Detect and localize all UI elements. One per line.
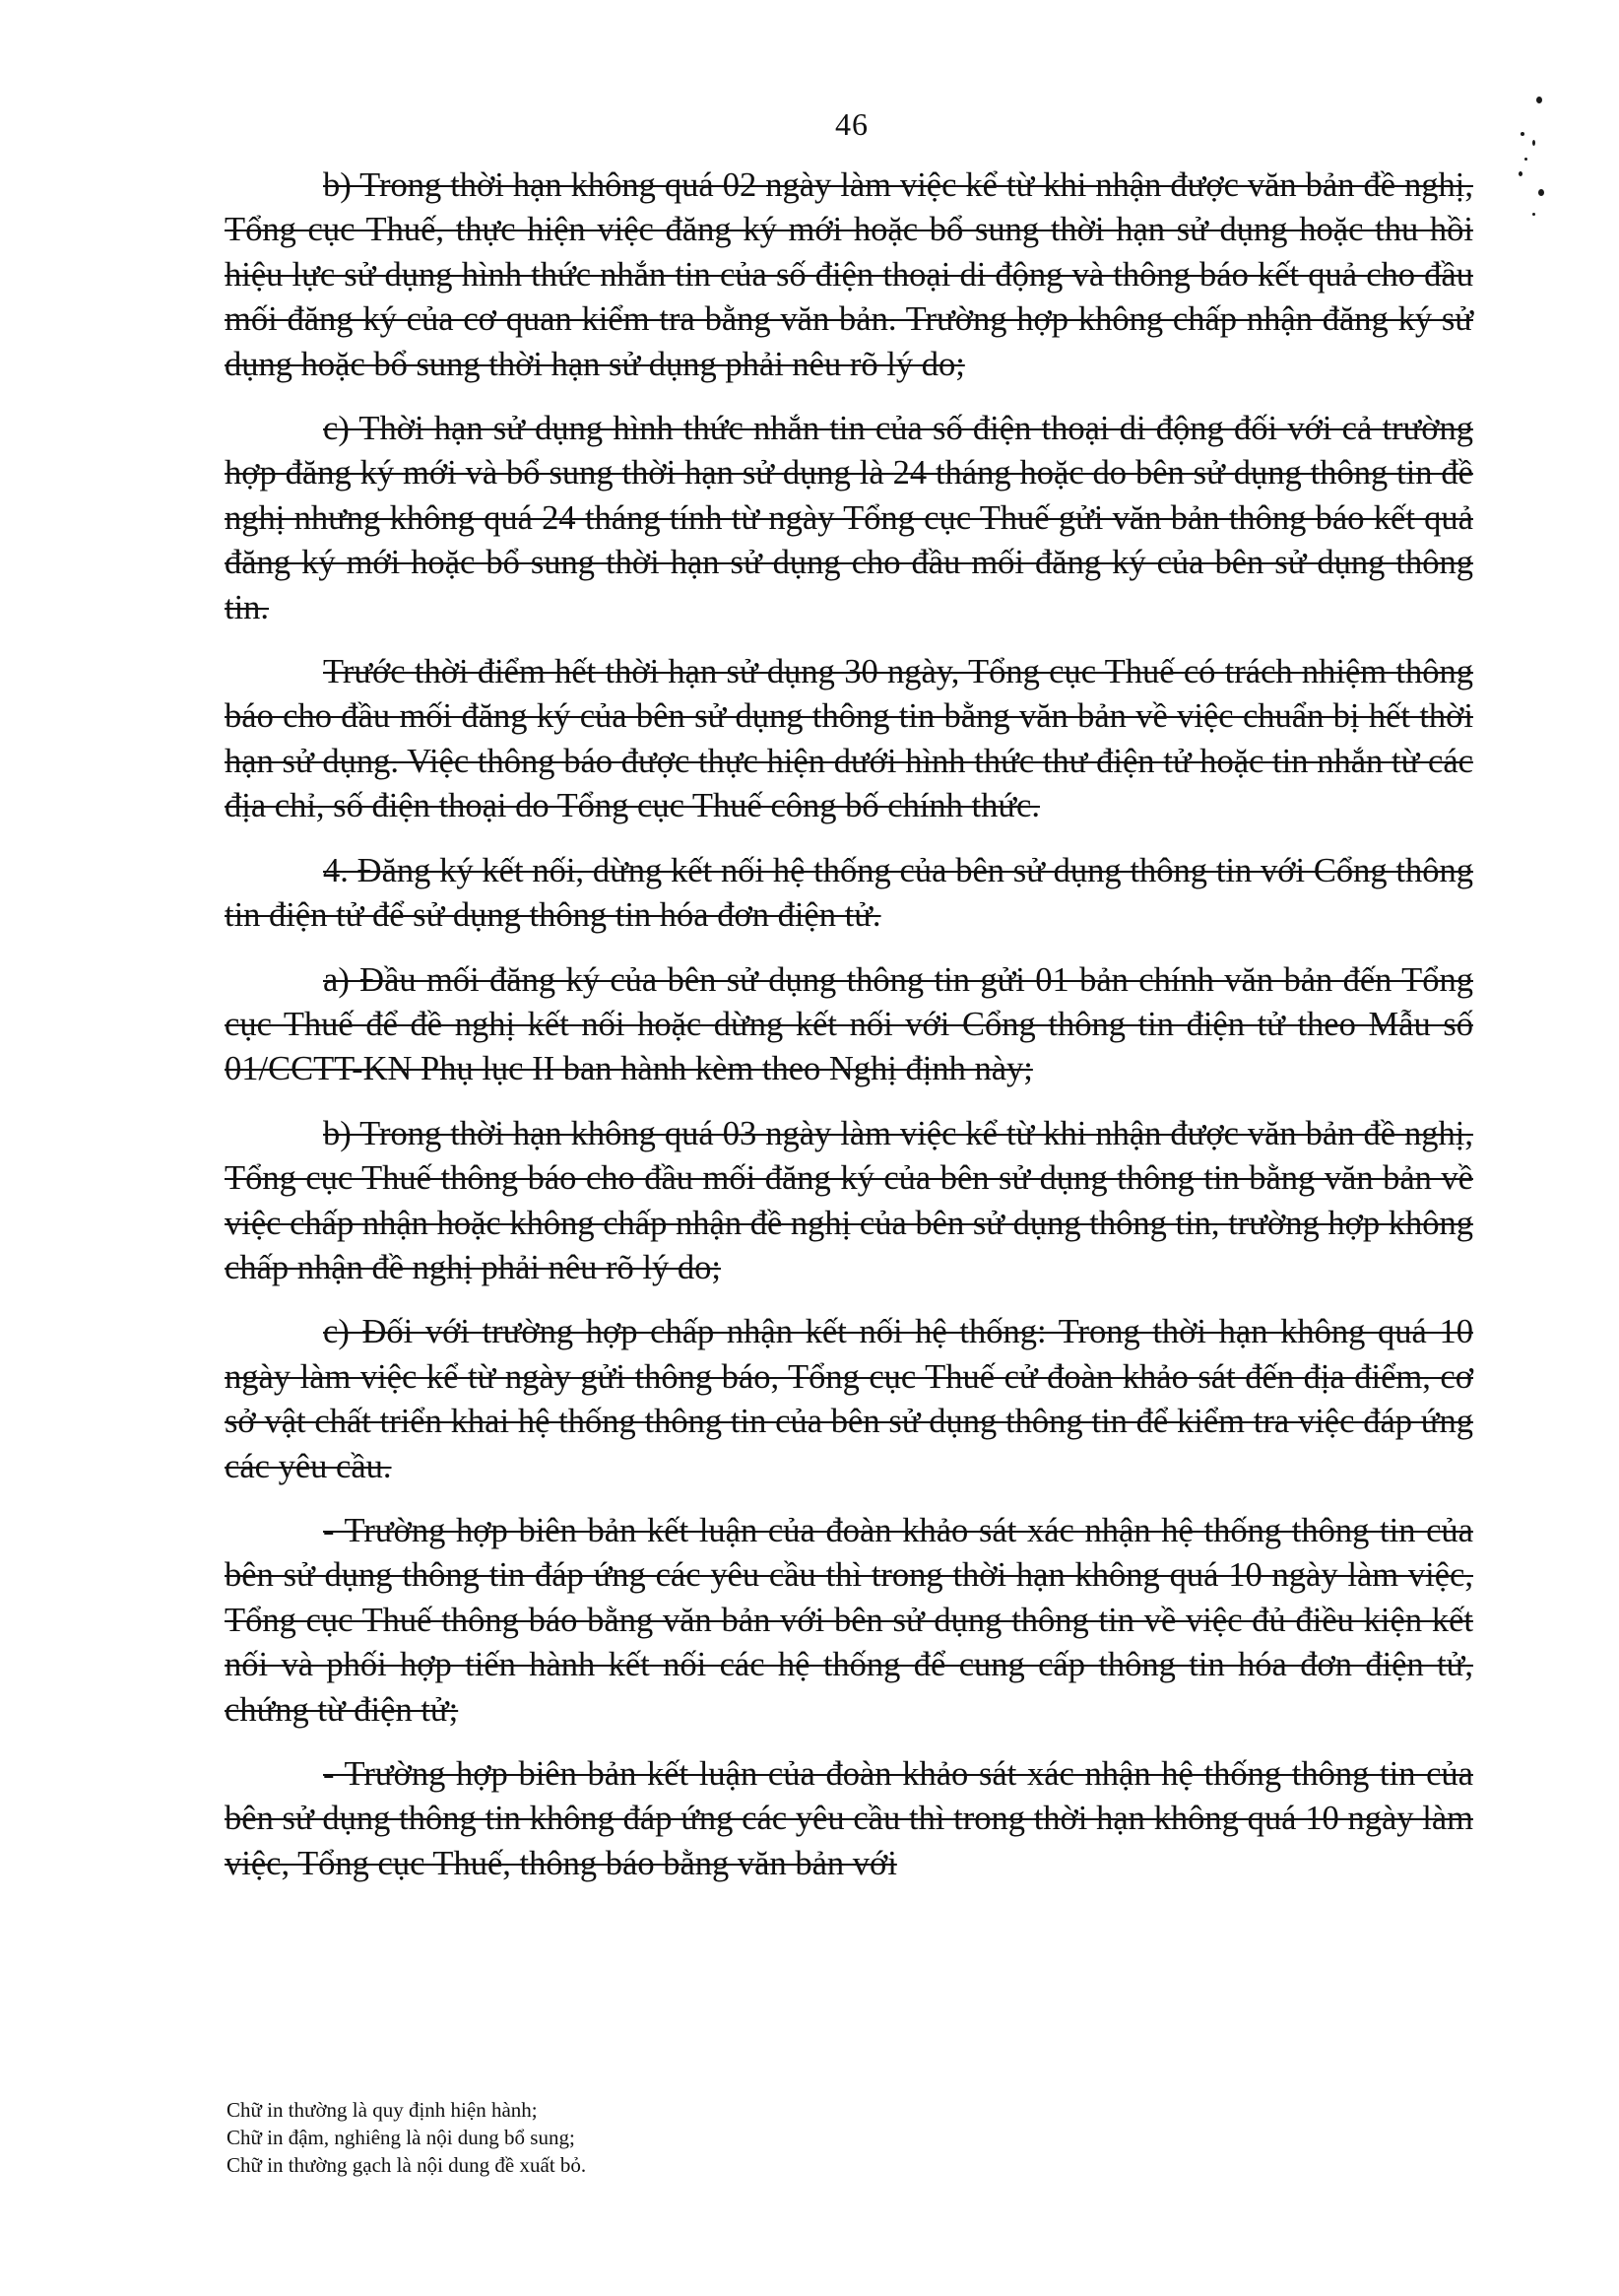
paragraph-expiry-notice: Trước thời điểm hết thời hạn sử dụng 30 ngày, Tổng cục Thuế có trách nhiệm thông báo cho đầu mối đăng ký của bên sử dụng thông tin bằng văn bản về việc chuẩn bị hết thời hạn sử dụng. Việc thông báo được thực hiện dưới hình thức thư điện tử hoặc tin nhắn từ các địa chỉ, số điện thoại do Tổng cục Thuế công bố chính thức. (225, 653, 1473, 825)
footnote-current-regulation: Chữ in thường là quy định hiện hành; (227, 2098, 538, 2122)
paragraph-survey-meets-requirements: - Trường hợp biên bản kết luận của đoàn khảo sát xác nhận hệ thống thông tin của bên sử dụng thông tin đáp ứng các yêu cầu thì trong thời hạn không quá 10 ngày làm việc, Tổng cục Thuế thông báo bằng văn bản với bên sử dụng thông tin về việc đủ điều kiện kết nối và phối hợp tiến hành kết nối các hệ thống để cung cấp thông tin hóa đơn điện tử, chứng từ điện tử; (225, 1511, 1473, 1729)
paragraph-survey-fails-requirements: - Trường hợp biên bản kết luận của đoàn khảo sát xác nhận hệ thống thông tin của bên sử dụng thông tin không đáp ứng các yêu cầu thì trong thời hạn không quá 10 ngày làm việc, Tổng cục Thuế, thông báo bằng văn bản với (225, 1755, 1473, 1882)
footnote-added-content: Chữ in đậm, nghiêng là nội dung bổ sung; (227, 2126, 575, 2149)
scan-artifact-marks (1517, 97, 1546, 225)
paragraph-3b-registration-processing: b) Trong thời hạn không quá 02 ngày làm việc kể từ khi nhận được văn bản đề nghị, Tổng cục Thuế, thực hiện việc đăng ký mới hoặc bổ sung thời hạn sử dụng hoặc thu hồi hiệu lực sử dụng hình thức nhắn tin của số điện thoại di động và thông báo kết quả cho đầu mối đăng ký của cơ quan kiểm tra bằng văn bản. Trường hợp không chấp nhận đăng ký sử dụng hoặc bổ sung thời hạn sử dụng phải nêu rõ lý do; (225, 166, 1473, 383)
paragraph-4c-site-survey: c) Đối với trường hợp chấp nhận kết nối hệ thống: Trong thời hạn không quá 10 ngày làm việc kể từ ngày gửi thông báo, Tổng cục Thuế cử đoàn khảo sát đến địa điểm, cơ sở vật chất triển khai hệ thống thông tin của bên sử dụng thông tin để kiểm tra việc đáp ứng các yêu cầu. (225, 1313, 1473, 1485)
paragraph-3c-usage-period: c) Thời hạn sử dụng hình thức nhắn tin của số điện thoại di động đối với cả trường hợp đăng ký mới và bổ sung thời hạn sử dụng là 24 tháng hoặc do bên sử dụng thông tin đề nghị nhưng không quá 24 tháng tính từ ngày Tổng cục Thuế gửi văn bản thông báo kết quả đăng ký mới hoặc bổ sung thời hạn sử dụng cho đầu mối đăng ký của bên sử dụng thông tin. (225, 410, 1473, 626)
page-number: 46 (835, 106, 869, 142)
paragraph-4b-response-deadline: b) Trong thời hạn không quá 03 ngày làm việc kể từ khi nhận được văn bản đề nghị, Tổng cục Thuế thông báo cho đầu mối đăng ký của bên sử dụng thông tin bằng văn bản về việc chấp nhận hoặc không chấp nhận đề nghị của bên sử dụng thông tin, trường hợp không chấp nhận đề nghị phải nêu rõ lý do; (225, 1114, 1473, 1286)
footnote-removed-content: Chữ in thường gạch là nội dung đề xuất bỏ. (227, 2153, 587, 2177)
paragraph-4-connection-registration: 4. Đăng ký kết nối, dừng kết nối hệ thống của bên sử dụng thông tin với Cổng thông tin điện tử để sử dụng thông tin hóa đơn điện tử. (225, 851, 1473, 935)
document-body (225, 164, 1473, 1906)
paragraph-4a-submit-request: a) Đầu mối đăng ký của bên sử dụng thông tin gửi 01 bản chính văn bản đến Tổng cục Thuế để đề nghị kết nối hoặc dừng kết nối với Cổng thông tin điện tử theo Mẫu số 01/CCTT-KN Phụ lục II ban hành kèm theo Nghị định này; (225, 960, 1473, 1088)
legend-footnotes (227, 2096, 1113, 2179)
